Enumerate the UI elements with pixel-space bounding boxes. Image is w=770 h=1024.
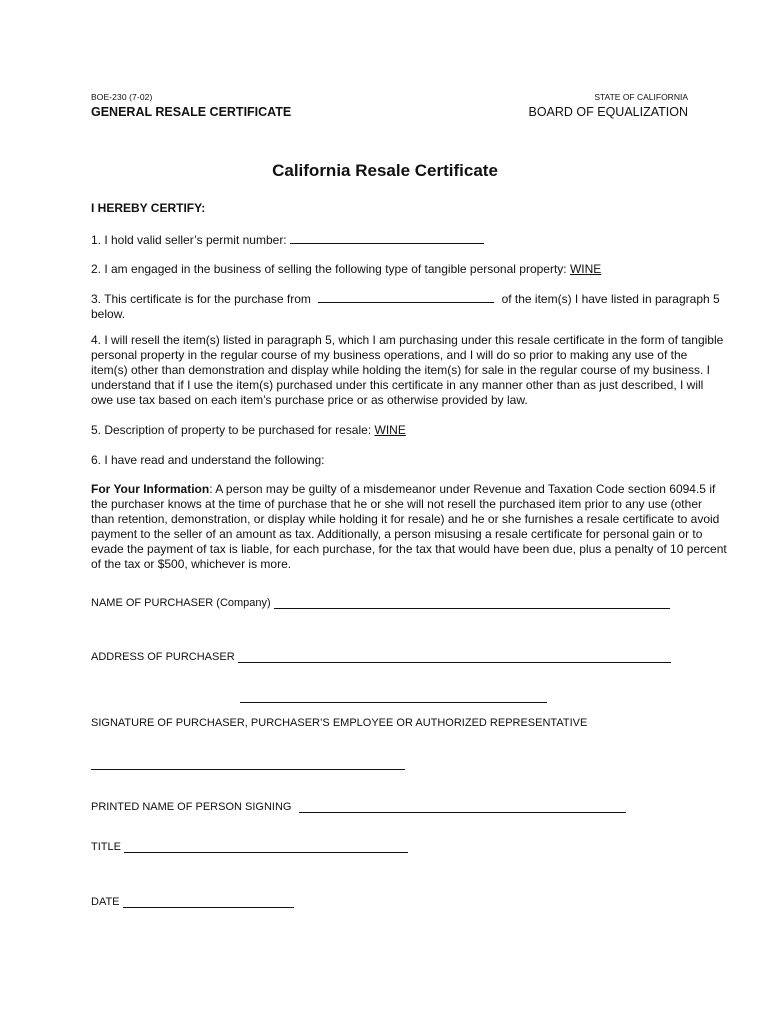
form-name: GENERAL RESALE CERTIFICATE [91,105,292,119]
form-header-left [91,92,291,119]
fyi-label: For Your Information [91,482,210,496]
document-title: California Resale Certificate [272,161,498,180]
state-label: STATE OF CALIFORNIA [594,92,688,102]
date-field[interactable] [123,897,294,908]
paragraph-3-suffix: of the item(s) I have listed in paragraph 5 below. [91,292,720,321]
signature-label: SIGNATURE OF PURCHASER, PURCHASER’S EMPLOYEE OR AUTHORIZED REPRESENTATIVE [91,717,588,729]
paragraph-2-text: 2. I am engaged in the business of selling the following type of tangible personal property: [91,262,567,276]
purchaser-name-label: NAME OF PURCHASER (Company) [91,597,271,609]
agency-label: BOARD OF EQUALIZATION [528,105,688,119]
purchaser-name-row [91,597,670,609]
purchaser-address-row [91,651,671,663]
signature-line-field[interactable] [91,769,405,770]
paragraph-3-prefix: 3. This certificate is for the purchase from [91,292,311,306]
form-number: BOE-230 (7-02) [91,92,153,102]
paragraph-1 [91,232,727,248]
printed-name-label: PRINTED NAME OF PERSON SIGNING [91,801,292,813]
property-description-value[interactable]: WINE [374,423,406,437]
purchaser-name-field[interactable] [274,598,670,609]
purchaser-address-field[interactable] [238,652,671,663]
paragraph-6: 6. I have read and understand the following: [91,453,325,467]
for-your-information [91,482,727,572]
paragraph-1-text: 1. I hold valid seller’s permit number: [91,233,287,247]
signature-field[interactable] [240,702,547,703]
printed-name-row [91,801,626,813]
date-label: DATE [91,896,120,908]
title-row [91,841,408,853]
sellers-permit-number-field[interactable] [290,232,484,244]
paragraph-3 [91,291,727,322]
date-row [91,896,294,908]
paragraph-4: 4. I will resell the item(s) listed in paragraph 5, which I am purchasing under this resale certificate in the form of tangible personal property in the regular course of my business operations, and I will do so prior to making any use of the item(s) other than demonstration and display while holding the item(s) for sale in the regular course of my business. I understand that if I use the item(s) purchased under this certificate in any manner other than as just described, I will owe use tax based on each item’s purchase price or as otherwise provided by law. [91,333,724,407]
fyi-text: : A person may be guilty of a misdemeanor under Revenue and Taxation Code section 6094.5 if the purchaser knows at the time of purchase that he or she will not resell the purchased item prior to any use (other than retention, demonstration, or display while holding it for resale) and he or she furnishes a resale certificate to avoid payment to the seller of an amount as tax. Additionally, a person misusing a resale certificate for personal gain or to evade the payment of tax is liable, for each purchase, for the tax that would have been due, plus a penalty of 10 percent of the tax or $500, whichever is more. [91,482,727,571]
form-header-right [528,92,688,119]
purchaser-address-label: ADDRESS OF PURCHASER [91,651,235,663]
certify-heading: I HEREBY CERTIFY: [91,201,206,215]
signature-label-row [91,717,587,729]
paragraph-5 [91,423,727,438]
printed-name-field[interactable] [299,802,626,813]
title-field[interactable] [124,842,408,853]
title-label: TITLE [91,841,121,853]
property-type-value[interactable]: WINE [569,262,602,276]
seller-name-field[interactable] [318,291,494,303]
paragraph-2 [91,262,727,277]
paragraph-5-text: 5. Description of property to be purchased for resale: [91,423,372,437]
